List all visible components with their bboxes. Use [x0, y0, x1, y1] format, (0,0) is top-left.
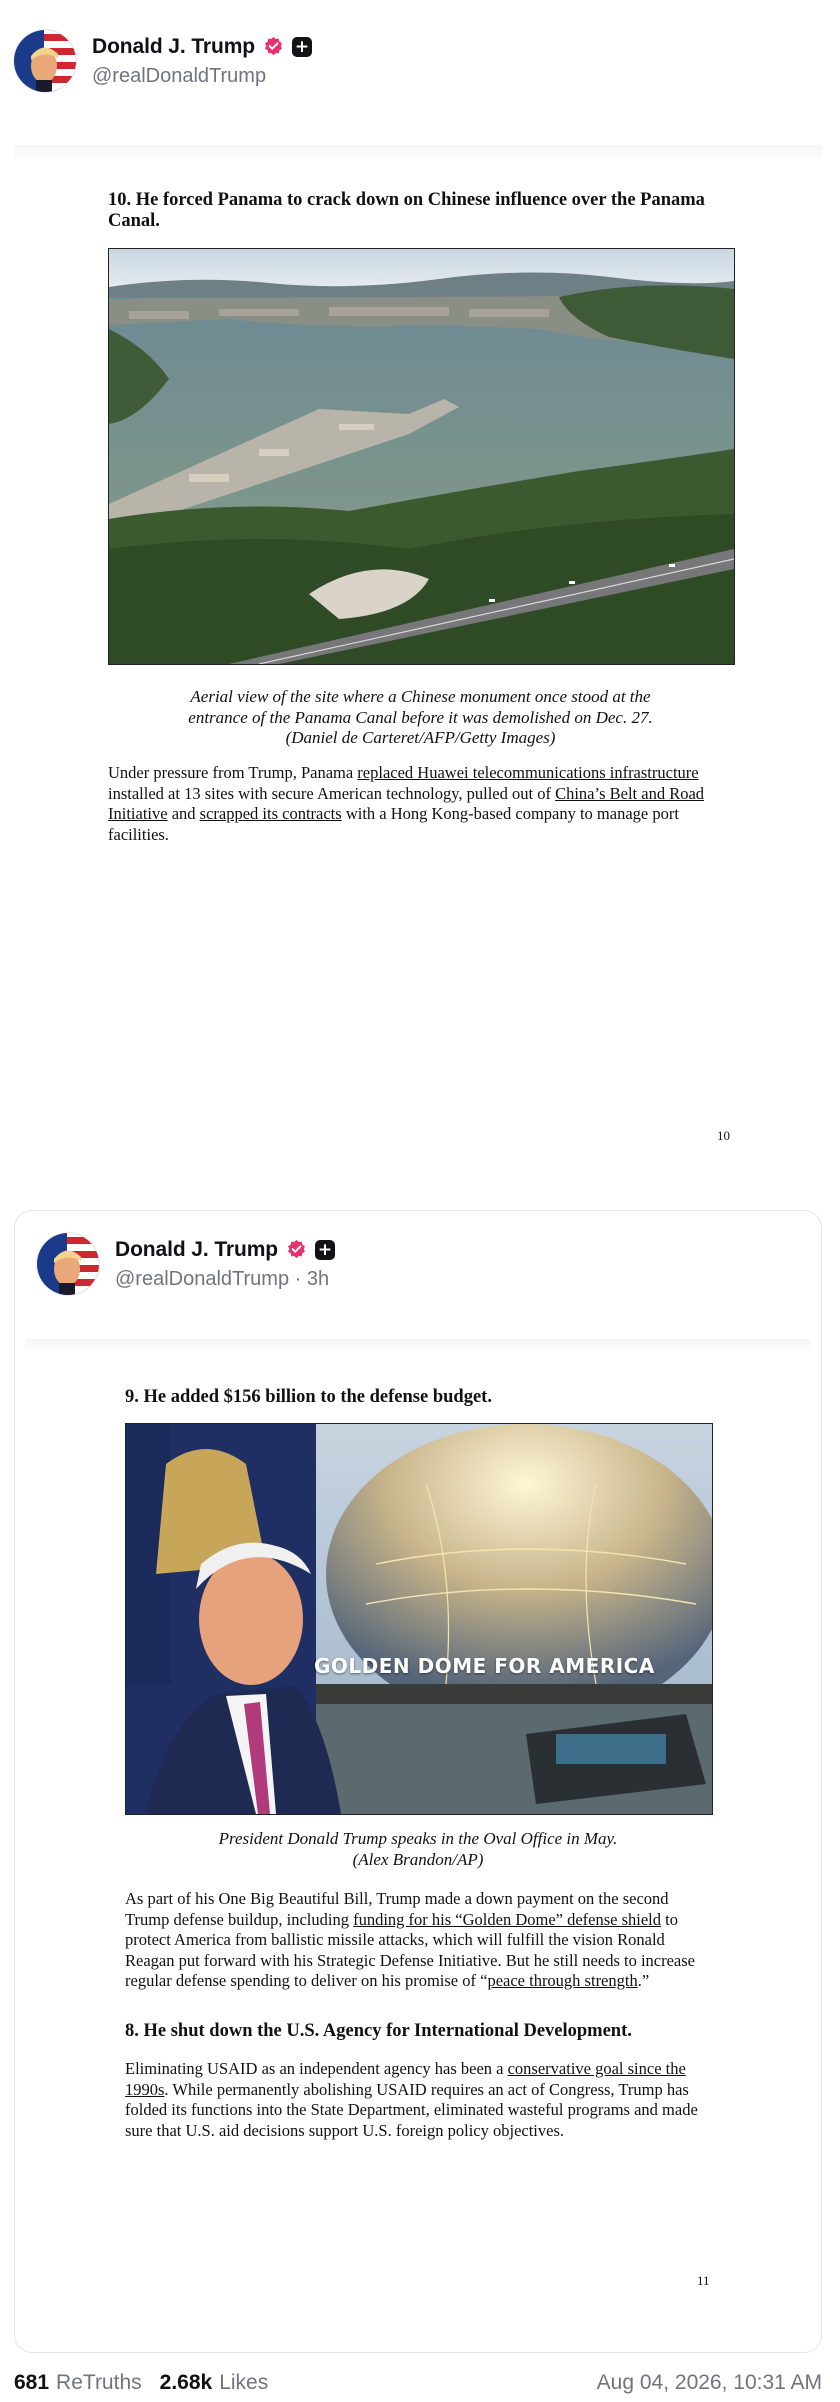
panama-canal-aerial-photo — [108, 248, 735, 665]
post2-header — [37, 1233, 335, 1295]
document-attachment[interactable] — [25, 1351, 811, 2341]
section-heading: 10. He forced Panama to crack down on Chinese influence over the Panama Canal. — [108, 190, 705, 231]
inline-link[interactable]: funding for his “Golden Dome” defense shield — [353, 1909, 662, 1929]
photo-caption-line: entrance of the Panama Canal before it was demolished on Dec. 27. — [188, 707, 653, 727]
plus-badge-icon: + — [315, 1240, 335, 1260]
post-time[interactable]: · 3h — [294, 1267, 330, 1290]
oval-office-photo — [125, 1423, 713, 1815]
inline-link[interactable]: replaced Huawei telecommunications infrastructure — [357, 763, 699, 782]
body-paragraph: Under pressure from Trump, Panama replaced Huawei telecommunications infrastructure installed at 13 sites with secure American technology, pulled out of China’s Belt and Road Initiative and scrapped its contracts with a Hong Kong-based company to manage port facilities. — [108, 763, 705, 844]
inline-link[interactable]: scrapped its contracts — [199, 804, 342, 823]
body-paragraph: As part of his One Big Beautiful Bill, Trump made a down payment on the second Trump defense buildup, including funding for his “Golden Dome” defense shield to protect America from ballistic missile attacks, which will fulfill the vision Ronald Reagan put forward with his Strategic Defense Initiative. But he still needs to increase regular defense spending to deliver on his promise of “peace through strength.” — [125, 1889, 695, 1990]
document-attachment[interactable] — [14, 160, 822, 1160]
verified-badge-icon — [263, 36, 284, 57]
page-number: 11 — [697, 2273, 710, 2288]
retruths-stat[interactable]: 681 ReTruths — [14, 2371, 142, 2394]
body-paragraph: Eliminating USAID as an independent agency has been a conservative goal since the 1990s. While permanently abolishing USAID requires an act of Congress, Trump has folded its functions into the State Department, eliminated wasteful programs and made sure that U.S. aid decisions support U.S. foreign policy objectives. — [125, 2059, 698, 2140]
likes-stat[interactable]: 2.68k Likes — [159, 2371, 269, 2394]
photo-credit: (Alex Brandon/AP) — [352, 1849, 484, 1869]
avatar[interactable] — [37, 1233, 99, 1295]
section-heading: 9. He added $156 billion to the defense budget. — [125, 1387, 492, 1407]
post-stats-bar — [14, 2367, 822, 2399]
plus-badge-icon: + — [292, 37, 312, 57]
photo-caption-line: Aerial view of the site where a Chinese monument once stood at the — [190, 687, 651, 706]
inline-link[interactable]: China’s Belt and Road Initiative — [108, 783, 705, 823]
verified-badge-icon — [286, 1239, 307, 1260]
inline-link[interactable]: conservative goal since the 1990s — [125, 2059, 686, 2099]
post1-header — [14, 30, 312, 92]
avatar[interactable] — [14, 30, 76, 92]
photo-credit: (Daniel de Carteret/AFP/Getty Images) — [285, 728, 556, 747]
author-handle[interactable]: @realDonaldTrump — [92, 64, 267, 87]
author-handle[interactable]: @realDonaldTrump — [115, 1267, 290, 1290]
section-heading: 8. He shut down the U.S. Agency for International Development. — [125, 2021, 632, 2041]
quoted-post-card[interactable] — [14, 1210, 822, 2353]
inline-link[interactable]: peace through strength — [487, 1971, 638, 1990]
page-number: 10 — [717, 1128, 730, 1143]
author-name[interactable]: Donald J. Trump — [115, 1237, 279, 1261]
author-name[interactable]: Donald J. Trump — [92, 34, 256, 58]
photo-caption-line: President Donald Trump speaks in the Oval Office in May. — [218, 1829, 618, 1848]
post-timestamp[interactable]: Aug 04, 2026, 10:31 AM — [596, 2371, 822, 2394]
image-overlay-text: GOLDEN DOME FOR AMERICA — [314, 1654, 655, 1678]
